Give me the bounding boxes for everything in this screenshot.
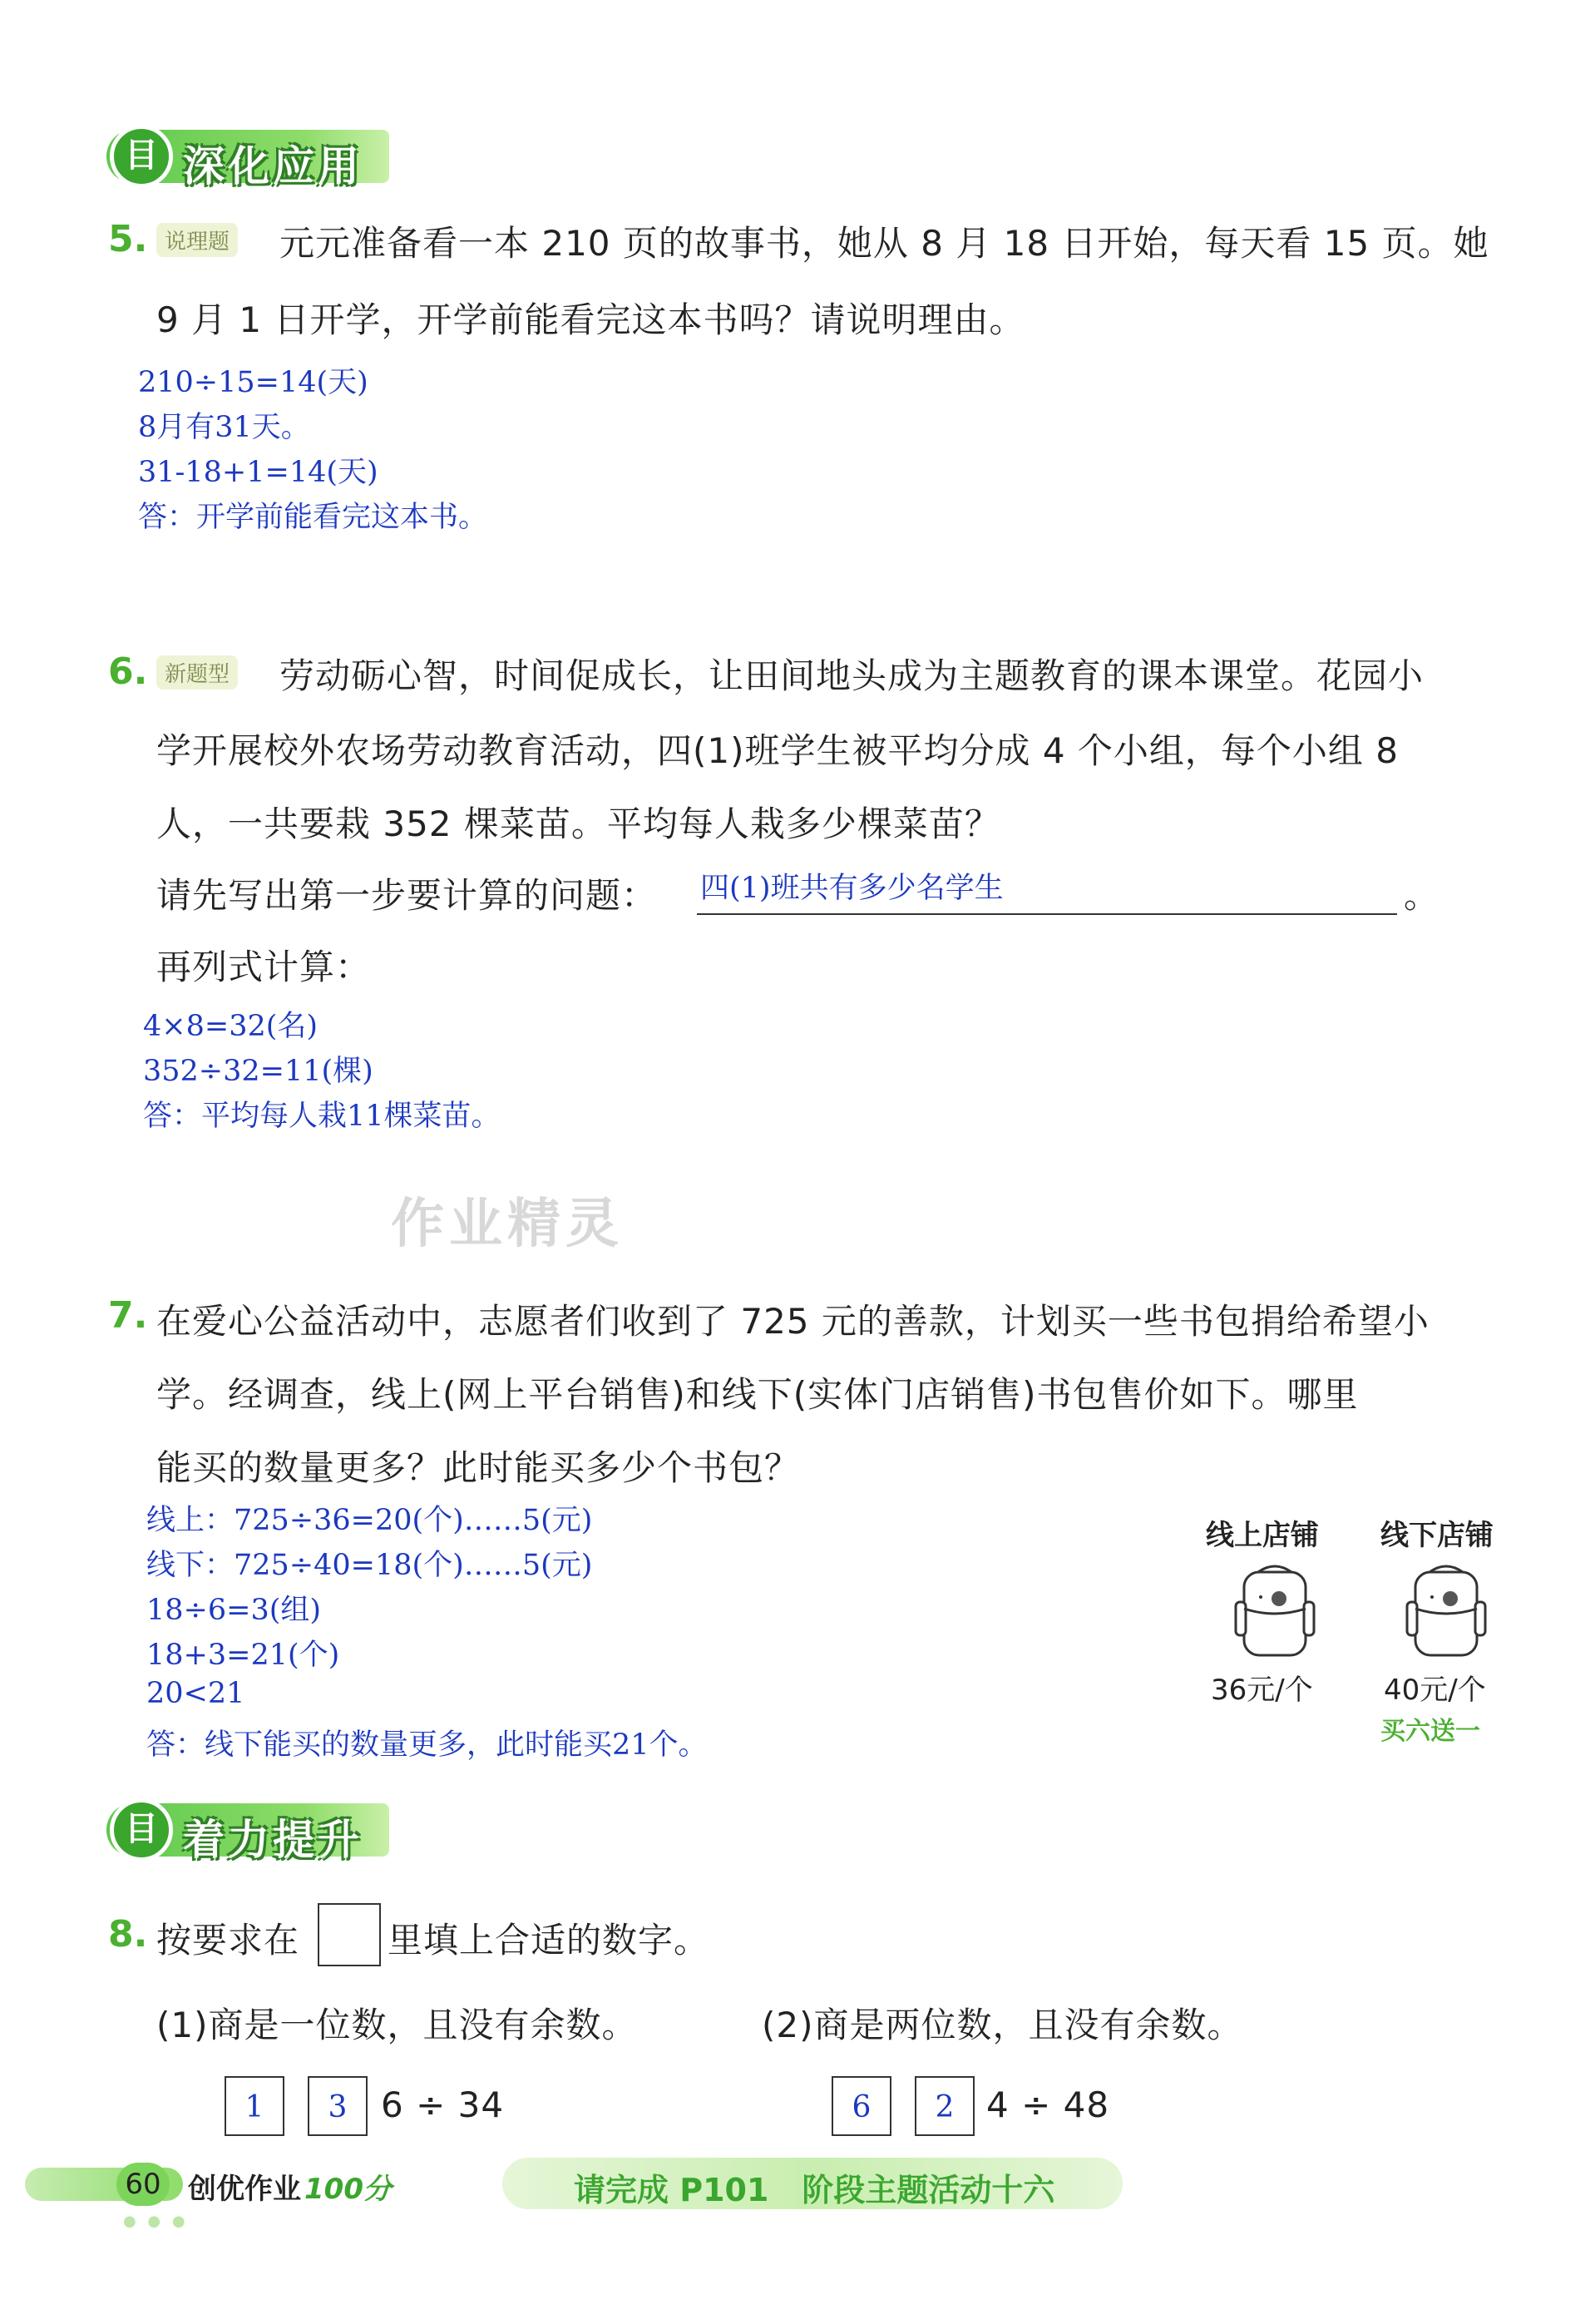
section-title: 着力提升 <box>183 1816 363 1864</box>
promo-label: 买六送一 <box>1380 1717 1480 1746</box>
offline-price: 40元/个 <box>1384 1674 1486 1707</box>
question-text: 按要求在 <box>156 1920 300 1961</box>
answer-line: 18÷6=3(组) <box>146 1594 322 1627</box>
brand-text: 创优作业 <box>188 2173 301 2206</box>
watermark: 作业精灵 <box>391 1194 624 1255</box>
question-text: 9 月 1 日开学，开学前能看完这本书吗？请说明理由。 <box>156 299 1025 340</box>
division-expression: 6 ÷ 34 <box>381 2084 505 2125</box>
backpack-icon <box>1229 1560 1321 1660</box>
question-text: 学。经调查，线上(网上平台销售)和线下(实体门店销售)书包售价如下。哪里 <box>156 1374 1359 1415</box>
offline-shop-label: 线下店铺 <box>1380 1519 1494 1552</box>
prompt-text: 请先写出第一步要计算的问题： <box>156 875 658 916</box>
task-page: 请完成 P101 <box>574 2172 769 2208</box>
brand-name <box>188 2166 392 2207</box>
question-number: 5. <box>108 218 148 260</box>
division-expression: 4 ÷ 48 <box>986 2084 1110 2125</box>
subquestion-label: (2)商是两位数，且没有余数。 <box>762 2005 1243 2045</box>
section-title: 深化应用 <box>183 142 363 190</box>
prompt-text: 再列式计算： <box>156 947 372 987</box>
digit-box[interactable]: 3 <box>308 2076 368 2136</box>
page-number: 60 <box>116 2163 170 2206</box>
answer-line: 4×8=32(名) <box>143 1010 319 1043</box>
question-tag: 新题型 <box>156 655 238 690</box>
question-tag: 说理题 <box>156 223 238 257</box>
digit-box[interactable]: 1 <box>225 2076 284 2136</box>
answer-line: 18+3=21(个) <box>146 1639 340 1672</box>
question-text: 人，一共要栽 352 棵菜苗。平均每人栽多少棵菜苗？ <box>156 804 1000 844</box>
online-price: 36元/个 <box>1211 1674 1313 1707</box>
footer-dots: ● ● ● <box>123 2213 189 2230</box>
period: 。 <box>1404 875 1440 916</box>
brand-score: 100分 <box>304 2173 392 2206</box>
answer-line: 线下：725÷40=18(个)……5(元) <box>146 1549 593 1582</box>
answer-line: 20<21 <box>146 1677 245 1710</box>
section-icon: 目 <box>110 1798 173 1862</box>
footer-task <box>574 2164 1054 2210</box>
question-number: 7. <box>108 1294 148 1337</box>
question-text: 学开展校外农场劳动教育活动，四(1)班学生被平均分成 4 个小组，每个小组 8 <box>156 730 1399 771</box>
example-box <box>318 1903 381 1966</box>
backpack-icon <box>1400 1560 1492 1660</box>
answer-line: 31-18+1=14(天) <box>138 456 378 489</box>
question-number: 6. <box>108 650 148 693</box>
answer-line: 答：线下能买的数量更多，此时能买21个。 <box>146 1728 708 1762</box>
answer-line: 答：平均每人栽11棵菜苗。 <box>143 1100 501 1133</box>
section-banner-improve <box>106 1798 406 1862</box>
digit-box[interactable]: 6 <box>832 2076 891 2136</box>
answer-line: 352÷32=11(棵) <box>143 1055 373 1088</box>
answer-line: 210÷15=14(天) <box>138 366 368 399</box>
question-text: 劳动砺心智，时间促成长，让田间地头成为主题教育的课本课堂。花园小 <box>279 655 1425 696</box>
question-text: 元元准备看一本 210 页的故事书，她从 8 月 18 日开始，每天看 15 页。她 <box>279 223 1489 264</box>
digit-box[interactable]: 2 <box>915 2076 975 2136</box>
blank-answer: 四(1)班共有多少名学生 <box>700 872 1004 905</box>
section-icon: 目 <box>110 125 173 188</box>
answer-line: 8月有31天。 <box>138 411 310 444</box>
question-text: 能买的数量更多？此时能买多少个书包？ <box>156 1447 801 1488</box>
question-text: 在爱心公益活动中，志愿者们收到了 725 元的善款，计划买一些书包捐给希望小 <box>156 1301 1430 1342</box>
answer-line: 答：开学前能看完这本书。 <box>138 501 488 534</box>
answer-line: 线上：725÷36=20(个)……5(元) <box>146 1504 593 1537</box>
section-banner-deepen <box>106 125 406 188</box>
task-activity: 阶段主题活动十六 <box>802 2172 1055 2208</box>
online-shop-label: 线上店铺 <box>1206 1519 1319 1552</box>
question-text: 里填上合适的数字。 <box>388 1920 710 1961</box>
question-number: 8. <box>108 1913 148 1956</box>
subquestion-label: (1)商是一位数，且没有余数。 <box>156 2005 638 2045</box>
